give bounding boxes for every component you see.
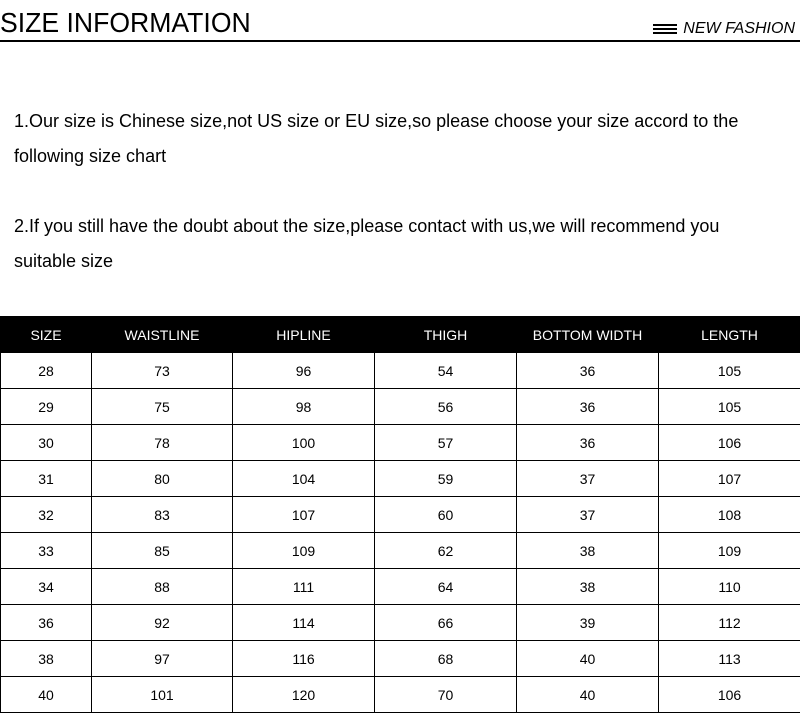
table-cell: 75 <box>92 389 233 425</box>
table-cell: 112 <box>659 605 800 641</box>
table-cell: 57 <box>375 425 517 461</box>
table-row <box>1 641 800 677</box>
table-cell: 62 <box>375 533 517 569</box>
table-cell: 78 <box>92 425 233 461</box>
table-cell: 107 <box>233 497 375 533</box>
table-header-row <box>1 317 800 353</box>
table-cell: 98 <box>233 389 375 425</box>
size-note-2: 2.If you still have the doubt about the size,please contact with us,we will recommend you suitable size <box>14 216 720 271</box>
table-cell: 111 <box>233 569 375 605</box>
table-row <box>1 533 800 569</box>
column-header: BOTTOM WIDTH <box>517 317 659 353</box>
table-cell: 107 <box>659 461 800 497</box>
table-cell: 59 <box>375 461 517 497</box>
table-cell: 39 <box>517 605 659 641</box>
table-cell: 70 <box>375 677 517 713</box>
table-cell: 36 <box>1 605 92 641</box>
table-cell: 100 <box>233 425 375 461</box>
table-cell: 38 <box>517 569 659 605</box>
table-cell: 37 <box>517 461 659 497</box>
table-cell: 29 <box>1 389 92 425</box>
table-cell: 110 <box>659 569 800 605</box>
table-cell: 114 <box>233 605 375 641</box>
table-body <box>1 353 800 713</box>
table-cell: 32 <box>1 497 92 533</box>
column-header: SIZE <box>1 317 92 353</box>
column-header: THIGH <box>375 317 517 353</box>
table-row <box>1 389 800 425</box>
table-cell: 54 <box>375 353 517 389</box>
page-title: SIZE INFORMATION <box>0 7 251 38</box>
column-header: LENGTH <box>659 317 800 353</box>
table-cell: 37 <box>517 497 659 533</box>
table-cell: 40 <box>1 677 92 713</box>
page-header <box>0 0 800 43</box>
table-cell: 40 <box>517 641 659 677</box>
table-cell: 80 <box>92 461 233 497</box>
table-cell: 33 <box>1 533 92 569</box>
menu-lines-icon <box>653 23 677 35</box>
table-row <box>1 461 800 497</box>
table-cell: 120 <box>233 677 375 713</box>
table-cell: 60 <box>375 497 517 533</box>
size-notes <box>14 104 784 314</box>
tagline-text: NEW FASHION <box>683 20 795 37</box>
table-row <box>1 569 800 605</box>
table-cell: 116 <box>233 641 375 677</box>
table-cell: 105 <box>659 353 800 389</box>
table-cell: 106 <box>659 677 800 713</box>
table-cell: 97 <box>92 641 233 677</box>
table-cell: 73 <box>92 353 233 389</box>
table-cell: 109 <box>233 533 375 569</box>
table-cell: 68 <box>375 641 517 677</box>
table-cell: 56 <box>375 389 517 425</box>
table-cell: 108 <box>659 497 800 533</box>
table-cell: 96 <box>233 353 375 389</box>
table-cell: 40 <box>517 677 659 713</box>
table-row <box>1 677 800 713</box>
tagline <box>653 20 795 38</box>
column-header: HIPLINE <box>233 317 375 353</box>
table-cell: 38 <box>1 641 92 677</box>
table-cell: 101 <box>92 677 233 713</box>
table-cell: 31 <box>1 461 92 497</box>
table-cell: 113 <box>659 641 800 677</box>
table-cell: 66 <box>375 605 517 641</box>
table-cell: 28 <box>1 353 92 389</box>
table-cell: 105 <box>659 389 800 425</box>
size-table-container <box>0 316 800 713</box>
table-row <box>1 497 800 533</box>
column-header: WAISTLINE <box>92 317 233 353</box>
table-row <box>1 353 800 389</box>
table-cell: 109 <box>659 533 800 569</box>
table-cell: 104 <box>233 461 375 497</box>
table-cell: 92 <box>92 605 233 641</box>
table-cell: 30 <box>1 425 92 461</box>
table-cell: 36 <box>517 389 659 425</box>
header-divider <box>0 40 800 42</box>
size-chart-table <box>0 316 800 713</box>
table-row <box>1 425 800 461</box>
table-row <box>1 605 800 641</box>
table-cell: 106 <box>659 425 800 461</box>
table-cell: 64 <box>375 569 517 605</box>
table-cell: 34 <box>1 569 92 605</box>
table-cell: 83 <box>92 497 233 533</box>
table-cell: 38 <box>517 533 659 569</box>
table-cell: 88 <box>92 569 233 605</box>
table-cell: 36 <box>517 353 659 389</box>
table-cell: 36 <box>517 425 659 461</box>
size-note-1: 1.Our size is Chinese size,not US size or EU size,so please choose your size accord to the following size chart <box>14 111 739 166</box>
table-cell: 85 <box>92 533 233 569</box>
